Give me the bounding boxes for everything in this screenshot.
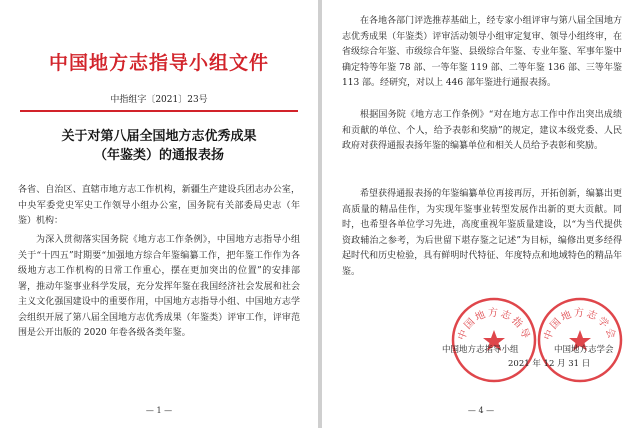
official-seal-1 (450, 296, 538, 384)
red-divider (20, 110, 298, 112)
body-paragraph: 希望获得通报表扬的年鉴编纂单位再接再厉，开拓创新，编纂出更高质量的精品佳作，为实现年鉴事业转型发展作出新的更大贡献。同时，也希望各单位学习先进，高度重视年鉴质量建设，以“为当代提供资政辅治之参考，为后世留下堪存鉴之记述”为目标，编修出更多经得起时代和历史检验，具有鲜明时代特征、年度特点和地域特色的精品年鉴。 (342, 189, 622, 277)
left-page (0, 0, 318, 428)
title-line-1: 关于对第八届全国地方志优秀成果 (61, 129, 257, 144)
right-page (322, 0, 640, 428)
signatory-2: 中国地方志学会 (554, 345, 614, 355)
page-number: — 1 — (145, 406, 173, 415)
body-paragraph: 根据国务院《地方志工作条例》“对在地方志工作中作出突出成绩和贡献的单位、个人，给予表彰和奖励”的规定，建议本级党委、人民政府对获得通报表扬年鉴的编纂单位和相关人员给予表彰和奖励。 (342, 110, 622, 151)
page-number: — 4 — (467, 406, 495, 415)
signature-date: 2021 年 12 月 31 日 (508, 359, 591, 369)
svg-text:中国地方志指导: 中国地方志指导 (456, 308, 532, 342)
document-number: 中指组字〔2021〕23号 (110, 95, 208, 105)
title-line-2: （年鉴类）的通报表扬 (93, 148, 224, 163)
svg-text:中国地方志学会: 中国地方志学会 (542, 308, 618, 342)
document-title (18, 127, 300, 165)
body-paragraph: 在各地各部门评选推荐基础上，经专家小组评审与第八届全国地方志优秀成果（年鉴类）评审活动领导小组审定复审、领导小组终审，在省级综合年鉴、市级综合年鉴、县级综合年鉴、专业年鉴、军事年鉴中确定特等年鉴 78 部、一等年鉴 119 部、二等年鉴 136 部、三等年鉴 113 部。经研究，对以上 446 部年鉴进行通报表扬。 (342, 16, 622, 88)
salutation: 各省、自治区、直辖市地方志工作机构，新疆生产建设兵团志办公室，中央军委党史军史工作领导小组办公室，国务院有关部委局史志（年鉴）机构： (18, 185, 300, 226)
signatory-1: 中国地方志指导小组 (442, 345, 519, 355)
official-seal-2 (536, 296, 624, 384)
document-header: 中国地方志指导小组文件 (48, 52, 269, 74)
body-paragraph: 为深入贯彻落实国务院《地方志工作条例》，中国地方志指导小组关于“十四五”时期要“加强地方综合年鉴编纂工作，把年鉴工作作为各级地方志工作机构的日常工作重心，摆在更加突出的位置”的安排部署，推动年鉴事业科学发展，充分发挥年鉴在我国经济社会发展和社会主义文化强国建设中的重要作用，中国地方志指导小组、中国地方志学会组织开展了第八届全国地方志优秀成果（年鉴类）评审工作，评审范围是公开出版的 2020 年卷各级各类年鉴。 (18, 235, 300, 338)
